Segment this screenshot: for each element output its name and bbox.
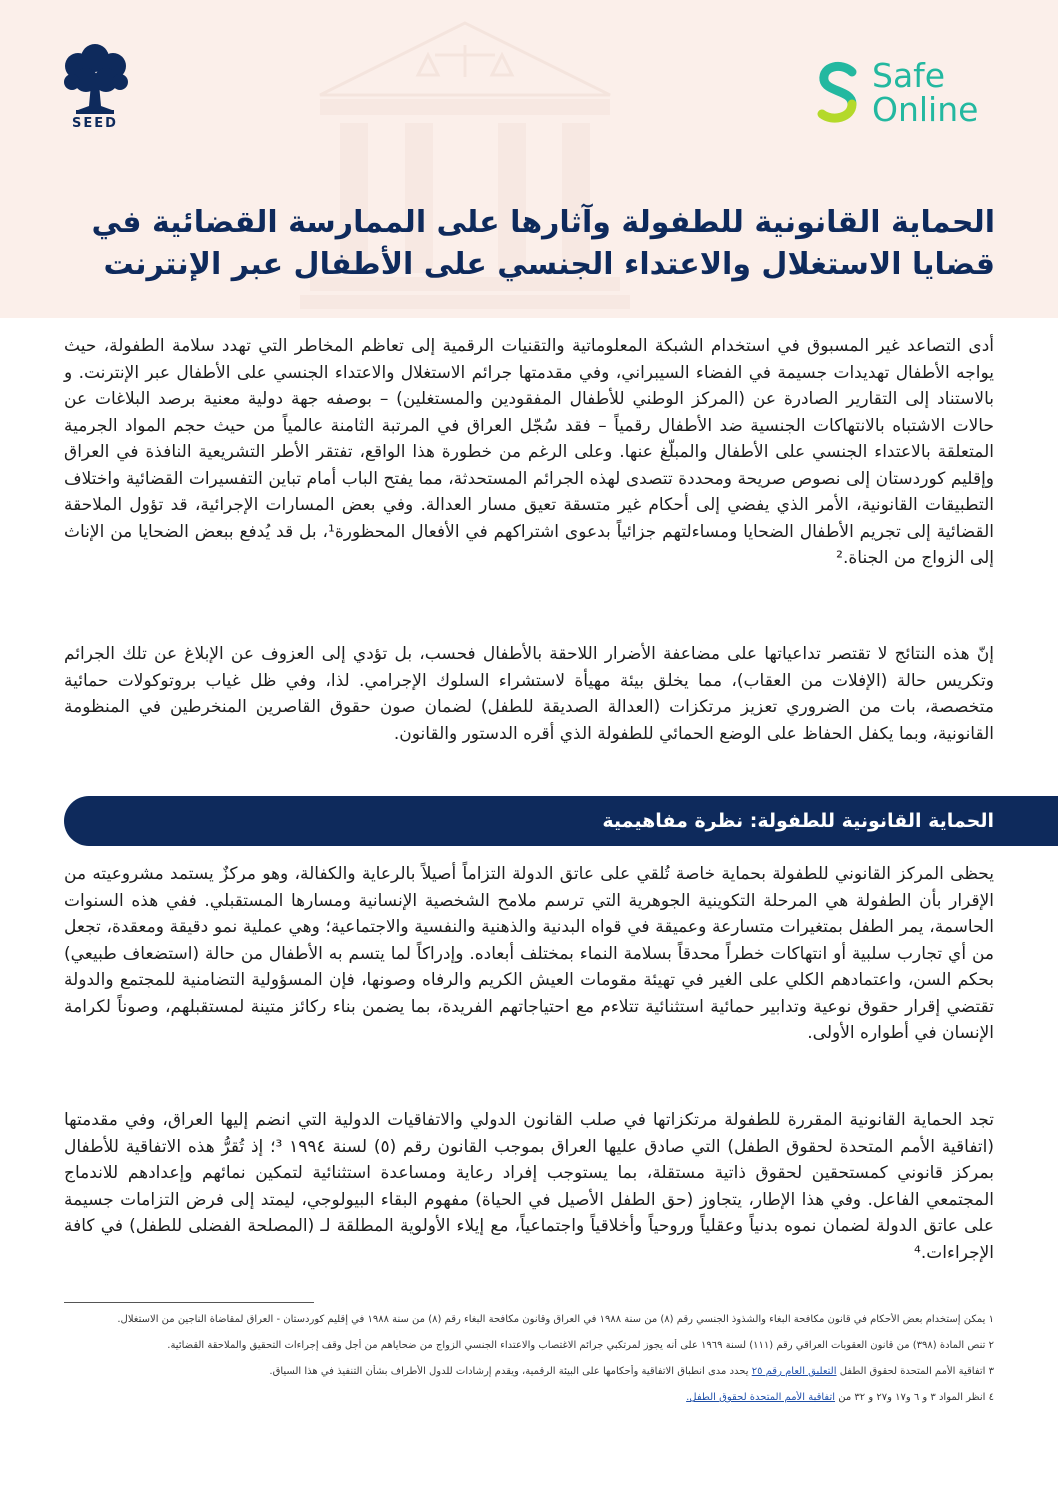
page-title: الحماية القانونية للطفولة وآثارها على الممارسة القضائية في قضايا الاستغلال والاعتداء الجنسي على الأطفال عبر الإنترنت [91,205,995,282]
safe-online-word-safe: Safe [872,56,946,95]
intro-paragraph-1: أدى التصاعد غير المسبوق في استخدام الشبكة المعلوماتية والتقنيات الرقمية إلى تعاظم المخاطر التي تهدد سلامة الطفولة، حيث يواجه الأطفال تهديدات جسيمة في الفضاء السيبراني، وفي مقدمتها جرائم الاستغلال والاعتداء الجنسي على الأطفال عبر الإنترنت. و بالاستناد إلى التقارير الصادرة عن (المركز الوطني للأطفال المفقودين والمستغلين) – بوصفه جهة دولية معنية برصد البلاغات عن حالات الاشتباه بالانتهاكات الجنسية ضد الأطفال رقمياً – فقد سُجّل العراق في المرتبة الثامنة عالمياً من حيث حجم المواد الجرمية المتعلقة بالاعتداء الجنسي على الأطفال والمبلّغ عنها. وعلى الرغم من خطورة هذا الواقع، تفتقر الأطر التشريعية النافذة في العراق وإقليم كوردستان إلى نصوص صريحة ومحددة تتصدى لهذه الجرائم المستحدثة، مما يفتح الباب أمام تباين التفسيرات القضائية واختلاف التطبيقات القانونية، الأمر الذي يفضي إلى أحكام غير متسقة تعيق مسار العدالة. وفي بعض المسارات الإجرائية، قد تؤول الملاحقة القضائية إلى تجريم الأطفال الضحايا ومساءلتهم جزائياً بدعوى اشتراكهم في الأفعال المحظورة¹، بل قد يُدفع ببعض الضحايا من الإناث إلى الزواج من الجناة.² [64,336,995,568]
section-title: الحماية القانونية للطفولة: نظرة مفاهيمية [602,810,994,832]
body-paragraph-3: يحظى المركز القانوني للطفولة بحماية خاصة تُلقي على عاتق الدولة التزاماً أصيلاً بالرعاية والكفالة، وهو مركزٌ يستمد مشروعيته من الإقرار بأن الطفولة هي المرحلة التكوينية الجوهرية التي ترسم ملامح الشخصية الإنسانية ومسارها المستقبلي. ففي هذه السنوات الحاسمة، يمر الطفل بمتغيرات متسارعة وعميقة في قواه البدنية والذهنية والنفسية والاجتماعية؛ وهي عملية نمو دقيقة ومعقدة، تجعل من أي تجارب سلبية أو انتهاكات خطراً محدقاً بسلامة النماء بمختلف أبعاده. وإدراكاً لما يتسم به الأطفال من حالة (استضعاف طبيعي) بحكم السن، واعتمادهم الكلي على الغير في تهيئة مقومات العيش الكريم والرفاه وصونها، فإن المسؤولية التضامنية للمجتمع والدولة تقتضي إقرار حقوق نوعية وتدابير حمائية استثنائية تتلاءم مع احتياجاتهم الفريدة، بما يضمن بناء ركائز متينة لمستقبلهم، وصوناً لكرامة الإنسان في أطواره الأولى. [64,864,994,1043]
general-comment-25-link[interactable]: التعليق العام رقم ٢٥ [751,1366,837,1377]
seed-logo-text: SEED [72,116,118,131]
footnote-1: ١ يمكن إستخدام بعض الأحكام في قانون مكافحة البغاء والشذوذ الجنسي رقم (٨) من سنة ١٩٨٨ في العراق وقانون مكافحة البغاء رقم (٨) من سنة ١٩٨٨ في إقليم كوردستان - العراق لمقاضاة الناجين من الاستغلال. [117,1314,994,1325]
footnote-3-text-end: يحدد مدى انطباق الاتفاقية وأحكامها على البيئة الرقمية، ويقدم إرشادات للدول الأطراف بشأن التنفيذ في هذا السياق. [269,1366,749,1377]
intro-paragraph-2: إنّ هذه النتائج لا تقتصر تداعياتها على مضاعفة الأضرار اللاحقة بالأطفال فحسب، بل تؤدي إلى العزوف عن الإبلاغ عن تلك الجرائم وتكريس حالة (الإفلات من العقاب)، مما يخلق بيئة مهيأة لاستشراء السلوك الإجرامي. لذا، وفي ظل غياب بروتوكولات حمائية متخصصة، بات من الضروري تعزيز مرتكزات (العدالة الصديقة للطفل) لضمان صون حقوق القاصرين المنخرطين في المنظومة القانونية، وبما يكفل الحفاظ على الوضع الحمائي للطفولة الذي أقره الدستور والقانون. [64,644,994,744]
footnote-3-text-start: ٣ اتفاقية الأمم المتحدة لحقوق الطفل [839,1366,994,1377]
body-paragraph-4: تجد الحماية القانونية المقررة للطفولة مرتكزاتها في صلب القانون الدولي والاتفاقيات الدولية التي انضم إليها العراق، وفي مقدمتها (اتفاقية الأمم المتحدة لحقوق الطفل) التي صادق عليها العراق بموجب القانون رقم (٥) لسنة ١٩٩٤ ³؛ إذ تُقرُّ هذه الاتفاقية للأطفال بمركز قانوني كمستحقين لحقوق ذاتية مستقلة، بما يستوجب إفراد رعاية ومساعدة استثنائية لتمكين نمائهم وإعدادهم للاندماج المجتمعي الفاعل. وفي هذا الإطار، يتجاوز (حق الطفل الأصيل في الحياة) مفهوم البقاء البيولوجي، ليمتد إلى فرض التزامات جسيمة على عاتق الدولة لضمان نموه بدنياً وعقلياً وروحياً وأخلاقياً واجتماعياً، مع إيلاء الأولوية المطلقة لـ (المصلحة الفضلى للطفل) في كافة الإجراءات.⁴ [64,1110,995,1263]
section-heading-bar [64,796,1058,846]
footnote-3 [64,1365,994,1379]
crc-convention-link[interactable]: اتفاقية الأمم المتحدة لحقوق الطفل. [686,1392,836,1403]
tree-icon [60,44,130,116]
header-banner [0,0,1058,318]
safe-online-logo [812,58,1012,134]
footnote-divider [64,1302,314,1303]
safe-online-s-icon [812,60,864,126]
footnote-4-text-start: ٤ انظر المواد ٣ و ٦ و١٧ و٢٧ و ٣٢ من [838,1392,994,1403]
footnote-4 [64,1391,994,1405]
safe-online-word-online: Online [872,90,979,129]
footnote-2: ٢ تنص المادة (٣٩٨) من قانون العقوبات العراقي رقم (١١١) لسنة ١٩٦٩ على أنه يجوز لمرتكبي جرائم الاغتصاب والاعتداء الجنسي الزواج من ضحاياهم من أجل وقف إجراءات التحقيق والملاحقة القضائية. [167,1340,994,1351]
seed-logo [56,44,134,134]
